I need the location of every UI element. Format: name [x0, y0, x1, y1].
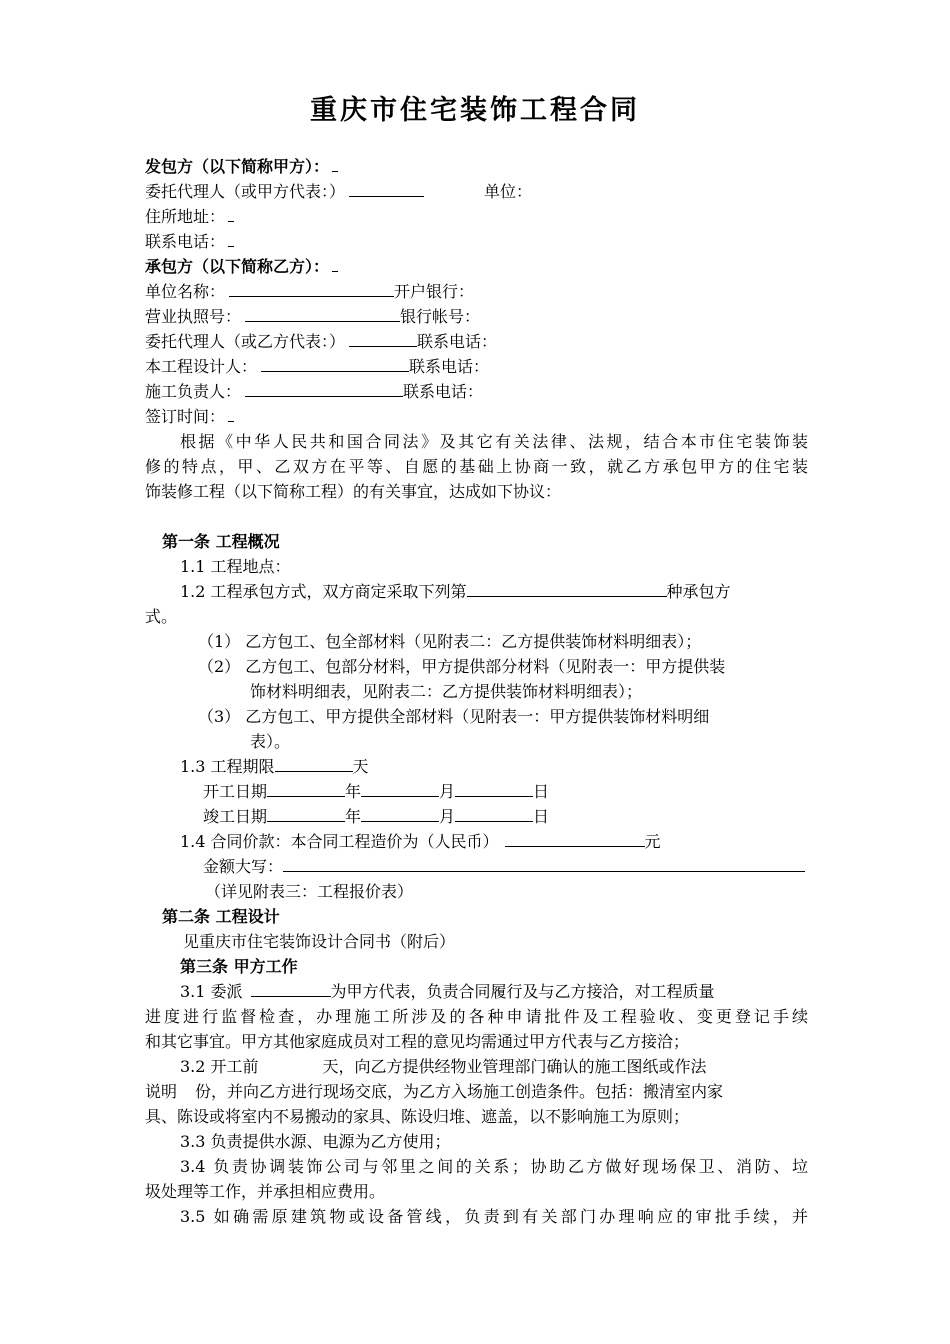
article-2-text: 见重庆市住宅装饰设计合同书（附后）	[183, 932, 456, 951]
blank-line	[228, 232, 234, 247]
blank-line	[332, 157, 338, 172]
party-a-heading: 发包方（以下简称甲方）：	[145, 155, 338, 179]
item-1-2-tail: 式。	[145, 607, 178, 626]
item-3-1-line-2: 进度进行监督检查，办理施工所涉及的各种申请批件及工程验收、变更登记手续	[145, 1007, 808, 1026]
item-3-2-line-1: 3.2 开工前 天，向乙方提供经物业管理部门确认的施工图纸或作法	[180, 1057, 707, 1076]
option-3-line-2: 表）。	[250, 732, 291, 751]
blank-line	[275, 755, 353, 772]
article-2-heading: 第二条 工程设计	[162, 907, 280, 926]
party-b-manager-line: 施工负责人： 联系电话：	[145, 382, 484, 401]
blank-line	[267, 805, 345, 822]
option-2-line-2: 饰材料明细表，见附表二：乙方提供装饰材料明细表）；	[250, 682, 643, 701]
item-3-4-line-2: 圾处理等工作，并承担相应费用。	[145, 1182, 386, 1201]
item-3-2-line-3: 具、陈设或将室内不易搬动的家具、陈设归堆、遮盖，以不影响施工为原则；	[145, 1107, 690, 1126]
blank-line	[245, 305, 400, 322]
blank-line	[505, 830, 645, 847]
preamble-line-1: 根据《中华人民共和国合同法》及其它有关法律、法规，结合本市住宅装饰装	[180, 432, 808, 451]
party-b-agent-line: 委托代理人（或乙方代表：） 联系电话：	[145, 332, 498, 351]
article-3-heading: 第三条 甲方工作	[180, 957, 298, 976]
blank-line	[283, 855, 805, 872]
party-b-heading: 承包方（以下简称乙方）：	[145, 255, 338, 279]
start-date-line: 开工日期 年 月 日	[203, 782, 550, 801]
item-1-1: 1.1 工程地点：	[180, 557, 291, 576]
blank-line	[267, 780, 345, 797]
item-3-4-line-1: 3.4 负责协调装饰公司与邻里之间的关系；协助乙方做好现场保卫、消防、垃	[180, 1157, 808, 1176]
blank-line	[332, 257, 338, 272]
amount-line: 金额大写：	[203, 855, 805, 879]
price-detail-note: （详见附表三：工程报价表）	[205, 882, 414, 901]
blank-line	[467, 580, 667, 597]
end-date-line: 竣工日期 年 月 日	[203, 807, 550, 826]
party-b-designer-line: 本工程设计人： 联系电话：	[145, 357, 490, 376]
blank-line	[229, 280, 394, 297]
item-3-3: 3.3 负责提供水源、电源为乙方使用；	[180, 1132, 451, 1151]
preamble-line-3: 饰装修工程（以下简称工程）的有关事宜，达成如下协议：	[145, 482, 562, 501]
blank-line	[228, 207, 234, 222]
blank-line	[261, 355, 409, 372]
blank-line	[361, 780, 439, 797]
blank-line	[361, 805, 439, 822]
preamble-line-2: 修的特点，甲、乙双方在平等、自愿的基础上协商一致，就乙方承包甲方的住宅装	[145, 457, 808, 476]
blank-line	[455, 805, 533, 822]
item-3-5-line-1: 3.5 如确需原建筑物或设备管线，负责到有关部门办理响应的审批手续，并	[180, 1207, 808, 1226]
item-3-1-line-1: 3.1 委派 为甲方代表，负责合同履行及与乙方接洽，对工程质量	[180, 982, 715, 1001]
item-1-2: 1.2 工程承包方式，双方商定采取下列第 种承包方	[180, 582, 731, 601]
item-1-4: 1.4 合同价款：本合同工程造价为（人民币） 元	[180, 832, 661, 851]
party-b-unit-line: 单位名称： 开户银行：	[145, 282, 475, 301]
blank-line	[228, 407, 234, 422]
item-1-3: 1.3 工程期限 天	[180, 757, 369, 776]
party-a-address: 住所地址：	[145, 205, 234, 229]
party-a-phone: 联系电话：	[145, 230, 234, 254]
item-3-1-line-3: 和其它事宜。甲方其他家庭成员对工程的意见均需通过甲方代表与乙方接洽；	[145, 1032, 690, 1051]
blank-line	[349, 180, 424, 197]
party-a-unit-label: 单位：	[484, 182, 533, 201]
option-3-line-1: （3） 乙方包工、甲方提供全部材料（见附表一：甲方提供装饰材料明细	[198, 707, 710, 726]
document-title: 重庆市住宅装饰工程合同	[310, 95, 640, 126]
article-1-heading: 第一条 工程概况	[162, 532, 280, 551]
blank-line	[245, 380, 403, 397]
party-b-license-line: 营业执照号： 银行帐号：	[145, 307, 481, 326]
blank-line	[455, 780, 533, 797]
sign-time: 签订时间：	[145, 405, 234, 429]
blank-line	[251, 980, 331, 997]
item-3-2-line-2: 说明 份，并向乙方进行现场交底，为乙方入场施工创造条件。包括：搬清室内家	[145, 1082, 724, 1101]
party-a-agent-line: 委托代理人（或甲方代表：） 单位：	[145, 182, 533, 201]
option-2-line-1: （2） 乙方包工、包部分材料，甲方提供部分材料（见附表一：甲方提供装	[198, 657, 726, 676]
option-1: （1） 乙方包工、包全部材料（见附表二：乙方提供装饰材料明细表）；	[198, 632, 702, 651]
blank-line	[349, 330, 417, 347]
